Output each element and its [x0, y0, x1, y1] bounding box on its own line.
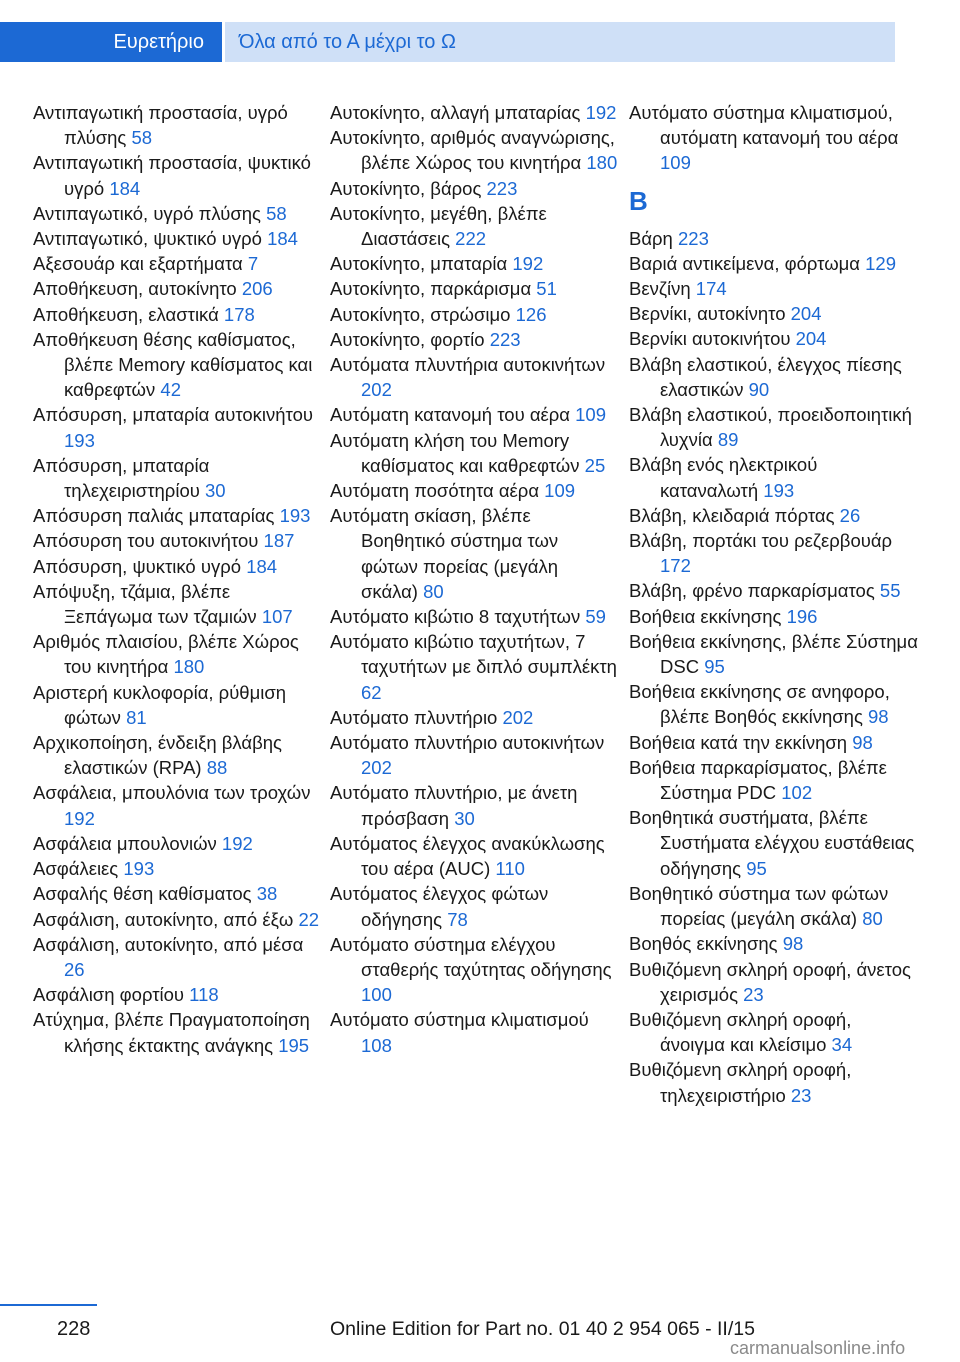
index-entry-text: Αυτόματο σύστημα κλιματισμού, αυτόματη κατανομή του αέρα	[629, 102, 899, 149]
page-reference-link[interactable]: 89	[717, 429, 739, 451]
index-entry	[330, 125, 620, 175]
index-entry-text: Ασφάλεια, μπουλόνια των τροχών	[33, 782, 311, 804]
index-entry	[33, 1007, 323, 1057]
index-entry-text: Αξεσουάρ και εξαρτήματα	[33, 253, 243, 275]
index-entry	[33, 907, 323, 932]
index-entry	[629, 805, 919, 881]
index-entry-text: Αυτοκίνητο, αλλαγή μπαταρίας	[330, 102, 581, 123]
index-entry	[33, 932, 323, 982]
index-entry-text: Αριθμός πλαισίου, βλέπε Χώρος του κινητήρα	[33, 631, 299, 678]
index-entry-text: Ασφαλής θέση καθίσματος	[33, 883, 252, 905]
index-entry	[629, 276, 919, 301]
page-reference-link[interactable]: 192	[512, 253, 544, 275]
index-entry-text: Αριστερή κυκλοφορία, ρύθμιση φώτων	[33, 681, 287, 728]
page-reference-link[interactable]: 110	[495, 858, 525, 880]
index-entry-text: Βοήθεια κατά την εκκίνηση	[629, 731, 848, 753]
page-reference-link[interactable]: 126	[515, 303, 547, 325]
index-entry	[629, 326, 919, 351]
page-reference-link[interactable]: 223	[486, 177, 518, 199]
page-reference-link[interactable]: 30	[454, 807, 475, 829]
index-entry	[629, 1057, 919, 1107]
index-entry-text: Βαριά αντικείμενα, φόρτωμα	[629, 252, 860, 274]
page-reference-link[interactable]: 192	[221, 832, 253, 854]
page-reference-link[interactable]: 78	[447, 908, 468, 930]
index-entry	[629, 957, 919, 1007]
page-reference-link[interactable]: 51	[536, 278, 557, 300]
page-reference-link[interactable]: 62	[361, 681, 382, 703]
page-reference-link[interactable]: 129	[865, 252, 897, 274]
index-entry	[33, 453, 323, 503]
footer-accent-line	[0, 1304, 97, 1306]
page-reference-link[interactable]: 195	[278, 1034, 310, 1056]
index-entry	[330, 705, 620, 730]
index-entry	[33, 982, 323, 1007]
index-entry-text: Βερνίκι, αυτοκίνητο	[629, 303, 786, 325]
index-entry-text: Αυτόματο σύστημα κλιματισμού	[330, 1009, 589, 1031]
index-entry-text: Αποθήκευση θέσης καθίσματος, βλέπε Memory καθίσματος και καθρεφτών	[33, 328, 313, 401]
page-reference-link[interactable]: 81	[126, 706, 147, 728]
watermark: carmanualsonline.info	[730, 1338, 906, 1358]
index-entry	[33, 251, 323, 276]
index-entry	[629, 528, 919, 578]
page-reference-link[interactable]: 102	[781, 782, 813, 804]
page-reference-link[interactable]: 109	[660, 152, 691, 174]
page-reference-link[interactable]: 23	[743, 983, 764, 1005]
index-entry-text: Αυτόματο πλυντήριο	[330, 706, 498, 728]
page-reference-link[interactable]: 38	[256, 883, 278, 905]
index-entry-text: Αντιπαγωτική προστασία, ψυκτικό υγρό	[33, 152, 311, 199]
index-entry	[629, 251, 919, 276]
tab-a-to-z[interactable]: Όλα από το Α μέχρι το Ω	[225, 22, 895, 62]
index-entry-text: Αντιπαγωτικό, ψυκτικό υγρό	[33, 228, 262, 250]
page-reference-link[interactable]: 30	[205, 480, 226, 502]
index-entry	[33, 402, 323, 452]
section-tab-bar	[0, 22, 960, 62]
index-entry	[629, 1007, 919, 1057]
index-entry	[629, 679, 919, 729]
page-reference-link[interactable]: 202	[361, 379, 392, 401]
index-entry-text: Βλάβη ενός ηλεκτρικού καταναλωτή	[629, 454, 818, 501]
index-entry	[330, 352, 620, 402]
page-reference-link[interactable]: 196	[786, 605, 818, 627]
index-entry	[629, 931, 919, 956]
index-entry	[330, 1007, 620, 1057]
index-entry	[330, 201, 620, 251]
page-reference-link[interactable]: 109	[575, 404, 607, 426]
index-entry	[330, 503, 620, 604]
index-entry-text: Βοήθεια εκκίνησης σε ανηφορο, βλέπε Βοηθός εκκίνησης	[629, 681, 890, 728]
page-number: 228	[57, 1318, 91, 1340]
page-reference-link[interactable]: 98	[782, 933, 804, 955]
page-reference-link[interactable]: 34	[831, 1034, 853, 1056]
page-reference-link[interactable]: 108	[361, 1034, 392, 1056]
index-entry-text: Αυτοκίνητο, παρκάρισμα	[330, 278, 532, 300]
index-entry	[330, 831, 620, 881]
index-section-letter: B	[629, 185, 648, 216]
index-entry	[629, 629, 919, 679]
page-reference-link[interactable]: 90	[748, 378, 770, 400]
page-reference-link[interactable]: 178	[223, 303, 255, 325]
index-entry	[629, 755, 919, 805]
index-entry	[330, 251, 620, 276]
index-entry-text: Βλάβη, πορτάκι του ρεζερβουάρ	[629, 530, 893, 552]
index-entry-text: Αυτόματος έλεγχος ανακύκλωσης του αέρα (AUC)	[330, 832, 605, 880]
index-entry-text: Βυθιζόμενη σκληρή οροφή, τηλεχειριστήριο	[629, 1059, 852, 1106]
index-entry-text: Αυτοκίνητο, βάρος	[330, 177, 482, 199]
index-entry-text: Βοηθητικό σύστημα των φώτων πορείας (μεγάλη σκάλα)	[629, 882, 889, 930]
tab-index[interactable]: Ευρετήριο	[0, 22, 222, 62]
page-reference-link[interactable]: 98	[868, 706, 889, 728]
index-entry	[629, 100, 919, 176]
index-entry-text: Αυτοκίνητο, αριθμός αναγνώρισης, βλέπε Χώρος του κινητήρα	[330, 127, 615, 174]
page-reference-link[interactable]: 80	[423, 580, 444, 602]
page-reference-link[interactable]: 223	[678, 227, 709, 249]
index-entry-text: Ασφάλιση, αυτοκίνητο, από μέσα	[33, 933, 304, 955]
index-entry	[33, 831, 323, 856]
index-entry-text: Βοηθητικά συστήματα, βλέπε Συστήματα ελέγχου ευστάθειας οδήγησης	[629, 807, 915, 879]
index-entry-text: Αυτόματο κιβώτιο 8 ταχυτήτων	[330, 606, 581, 628]
page-reference-link[interactable]: 26	[64, 958, 85, 980]
index-entry	[330, 100, 620, 125]
page-reference-link[interactable]: 25	[584, 454, 606, 476]
page-reference-link[interactable]: 206	[241, 278, 273, 300]
index-entry	[33, 201, 323, 226]
index-entry-text: Βλάβη, κλειδαριά πόρτας	[629, 504, 835, 526]
page-reference-link[interactable]: 88	[206, 757, 228, 779]
index-entry	[33, 579, 323, 629]
index-entry-text: Βοηθός εκκίνησης	[629, 933, 778, 955]
index-entry	[33, 780, 323, 830]
index-entry-text: Βυθιζόμενη σκληρή οροφή, άνετος χειρισμός	[629, 958, 911, 1005]
page-reference-link[interactable]: 59	[585, 606, 606, 628]
index-entry-text: Βλάβη, φρένο παρκαρίσματος	[629, 580, 875, 602]
page-reference-link[interactable]: 55	[879, 580, 901, 602]
index-entry-text: Βάρη	[629, 227, 673, 249]
index-entry-text: Απόψυξη, τζάμια, βλέπε Ξεπάγωμα των τζαμιών	[33, 580, 257, 628]
index-entry	[629, 503, 919, 528]
page-reference-link[interactable]: 100	[361, 984, 392, 1006]
index-entry	[330, 176, 620, 201]
page-reference-link[interactable]: 107	[261, 606, 293, 628]
index-entry-text: Απόσυρση του αυτοκινήτου	[33, 530, 259, 552]
page-reference-link[interactable]: 95	[704, 656, 725, 678]
index-entry	[330, 604, 620, 629]
page-reference-link[interactable]: 193	[123, 858, 155, 880]
index-entry	[629, 730, 919, 755]
index-entry	[330, 402, 620, 427]
page-reference-link[interactable]: 184	[246, 555, 278, 577]
page-reference-link[interactable]: 202	[502, 706, 534, 728]
index-column-1	[33, 100, 323, 1058]
index-entry	[330, 780, 620, 830]
index-entry	[33, 226, 323, 251]
page-reference-link[interactable]: 172	[660, 555, 691, 577]
index-entry	[330, 932, 620, 1008]
index-entry	[330, 428, 620, 478]
page-reference-link[interactable]: 193	[279, 505, 311, 527]
index-entry-text: Αντιπαγωτική προστασία, υγρό πλύσης	[33, 102, 288, 149]
index-entry-text: Ασφάλιση φορτίου	[33, 984, 185, 1006]
page-reference-link[interactable]: 192	[64, 807, 95, 829]
index-entry	[330, 629, 620, 705]
index-entry-text: Ασφάλεια μπουλονιών	[33, 832, 217, 854]
index-entry	[629, 578, 919, 603]
index-column-2	[330, 100, 620, 1058]
index-entry-text: Βλάβη ελαστικού, έλεγχος πίεσης ελαστικών	[629, 353, 902, 400]
index-entry-text: Αυτοκίνητο, στρώσιμο	[330, 303, 511, 325]
index-entry-text: Απόσυρση παλιάς μπαταρίας	[33, 505, 275, 527]
index-entry	[33, 327, 323, 403]
page-reference-link[interactable]: 109	[544, 480, 576, 502]
index-entry	[629, 301, 919, 326]
index-entry	[330, 276, 620, 301]
page-reference-link[interactable]: 174	[695, 278, 727, 300]
index-entry	[629, 881, 919, 931]
index-entry	[330, 302, 620, 327]
index-entry	[330, 730, 620, 780]
index-entry-text: Ασφάλειες	[33, 858, 119, 880]
index-entry	[330, 881, 620, 931]
index-entry-text: Αποθήκευση, ελαστικά	[33, 303, 219, 325]
page-reference-link[interactable]: 180	[586, 152, 618, 174]
page-reference-link[interactable]: 204	[790, 303, 822, 325]
index-entry-text: Αυτόματο σύστημα ελέγχου σταθερής ταχύτητας οδήγησης	[330, 933, 612, 980]
index-entry-text: Απόσυρση, ψυκτικό υγρό	[33, 555, 242, 577]
page-reference-link[interactable]: 58	[131, 127, 153, 149]
index-entry	[33, 503, 323, 528]
index-entry-text: Βοήθεια παρκαρίσματος, βλέπε Σύστημα PDC	[629, 756, 887, 804]
index-column-3	[629, 100, 919, 1108]
index-entry-text: Αυτοκίνητο, μπαταρία	[330, 253, 508, 275]
page-reference-link[interactable]: 187	[263, 530, 295, 552]
index-entry-text: Βενζίνη	[629, 278, 691, 300]
page-reference-link[interactable]: 184	[109, 177, 141, 199]
index-entry	[629, 352, 919, 402]
page-reference-link[interactable]: 95	[746, 857, 767, 879]
index-entry-text: Αυτόματος έλεγχος φώτων οδήγησης	[330, 883, 549, 930]
index-entry	[33, 881, 323, 906]
index-entry-text: Αυτόματη κλήση του Memory καθίσματος και καθρεφτών	[330, 429, 580, 476]
index-entry-text: Βερνίκι αυτοκινήτου	[629, 328, 791, 350]
index-entry	[330, 478, 620, 503]
index-entry-text: Απόσυρση, μπαταρία τηλεχειριστηρίου	[33, 454, 210, 502]
index-entry-text: Αυτόματη σκίαση, βλέπε Βοηθητικό σύστημα των φώτων πορείας (μεγάλη σκάλα)	[330, 505, 559, 602]
index-entry-text: Απόσυρση, μπαταρία αυτοκινήτου	[33, 404, 314, 426]
page-reference-link[interactable]: 184	[267, 228, 298, 250]
index-entry	[33, 276, 323, 301]
index-entry-text: Ασφάλιση, αυτοκίνητο, από έξω	[33, 908, 294, 930]
page-reference-link[interactable]: 23	[790, 1084, 812, 1106]
index-entry-text: Αντιπαγωτικό, υγρό πλύσης	[33, 202, 261, 224]
page-reference-link[interactable]: 98	[852, 731, 873, 753]
index-entry	[629, 402, 919, 452]
index-entry-text: Αυτόματο κιβώτιο ταχυτήτων, 7 ταχυτήτων με διπλό συμπλέκτη	[330, 631, 617, 678]
index-entry	[33, 730, 323, 780]
index-entry-text: Βυθιζόμενη σκληρή οροφή, άνοιγμα και κλείσιμο	[629, 1008, 852, 1056]
index-entry	[33, 629, 323, 679]
page-reference-link[interactable]: 204	[795, 328, 827, 350]
index-entry-text: Βοήθεια εκκίνησης	[629, 605, 782, 627]
page-reference-link[interactable]: 202	[361, 757, 392, 779]
page-reference-link[interactable]: 222	[455, 228, 487, 250]
page-reference-link[interactable]: 223	[489, 328, 521, 350]
index-entry	[33, 302, 323, 327]
page-reference-link[interactable]: 118	[189, 984, 219, 1006]
index-entry	[629, 226, 919, 251]
page-reference-link[interactable]: 180	[173, 656, 205, 678]
page-reference-link[interactable]: 26	[839, 504, 861, 526]
index-entry-text: Αυτόματο πλυντήριο, με άνετη πρόσβαση	[330, 782, 578, 829]
index-entry-text: Αυτοκίνητο, μεγέθη, βλέπε Διαστάσεις	[330, 202, 547, 250]
index-entry-text: Αρχικοποίηση, ένδειξη βλάβης ελαστικών (RPA)	[33, 732, 282, 779]
index-entry	[33, 100, 323, 150]
index-entry-text: Ατύχημα, βλέπε Πραγματοποίηση κλήσης έκτακτης ανάγκης	[33, 1009, 310, 1056]
page-reference-link[interactable]: 42	[160, 379, 181, 401]
index-entry	[33, 680, 323, 730]
edition-note: Online Edition for Part no. 01 40 2 954 065 - II/15	[330, 1318, 755, 1340]
index-entry	[33, 554, 323, 579]
index-entry-text: Αυτόματη ποσότητα αέρα	[330, 480, 540, 502]
index-entry-text: Αυτόματη κατανομή του αέρα	[330, 404, 570, 426]
index-entry-text: Αυτόματα πλυντήρια αυτοκινήτων	[330, 354, 606, 376]
page-reference-link[interactable]: 58	[266, 202, 287, 224]
index-entry-text: Αποθήκευση, αυτοκίνητο	[33, 278, 237, 300]
index-entry	[33, 528, 323, 553]
index-entry	[33, 856, 323, 881]
index-entry-text: Βοήθεια εκκίνησης, βλέπε Σύστημα DSC	[629, 630, 918, 678]
page-reference-link[interactable]: 22	[298, 908, 320, 930]
page-reference-link[interactable]: 192	[585, 102, 617, 123]
index-entry	[629, 604, 919, 629]
page-reference-link[interactable]: 80	[862, 908, 883, 930]
index-entry	[629, 452, 919, 502]
index-entry	[33, 150, 323, 200]
page-reference-link[interactable]: 193	[763, 479, 795, 501]
index-entry-text: Αυτοκίνητο, φορτίο	[330, 328, 485, 350]
page-reference-link[interactable]: 7	[247, 253, 259, 275]
page-reference-link[interactable]: 193	[64, 429, 95, 451]
index-entry-text: Αυτόματο πλυντήριο αυτοκινήτων	[330, 732, 605, 754]
index-entry-text: Βλάβη ελαστικού, προειδοποιητική λυχνία	[629, 404, 912, 451]
index-entry	[330, 327, 620, 352]
